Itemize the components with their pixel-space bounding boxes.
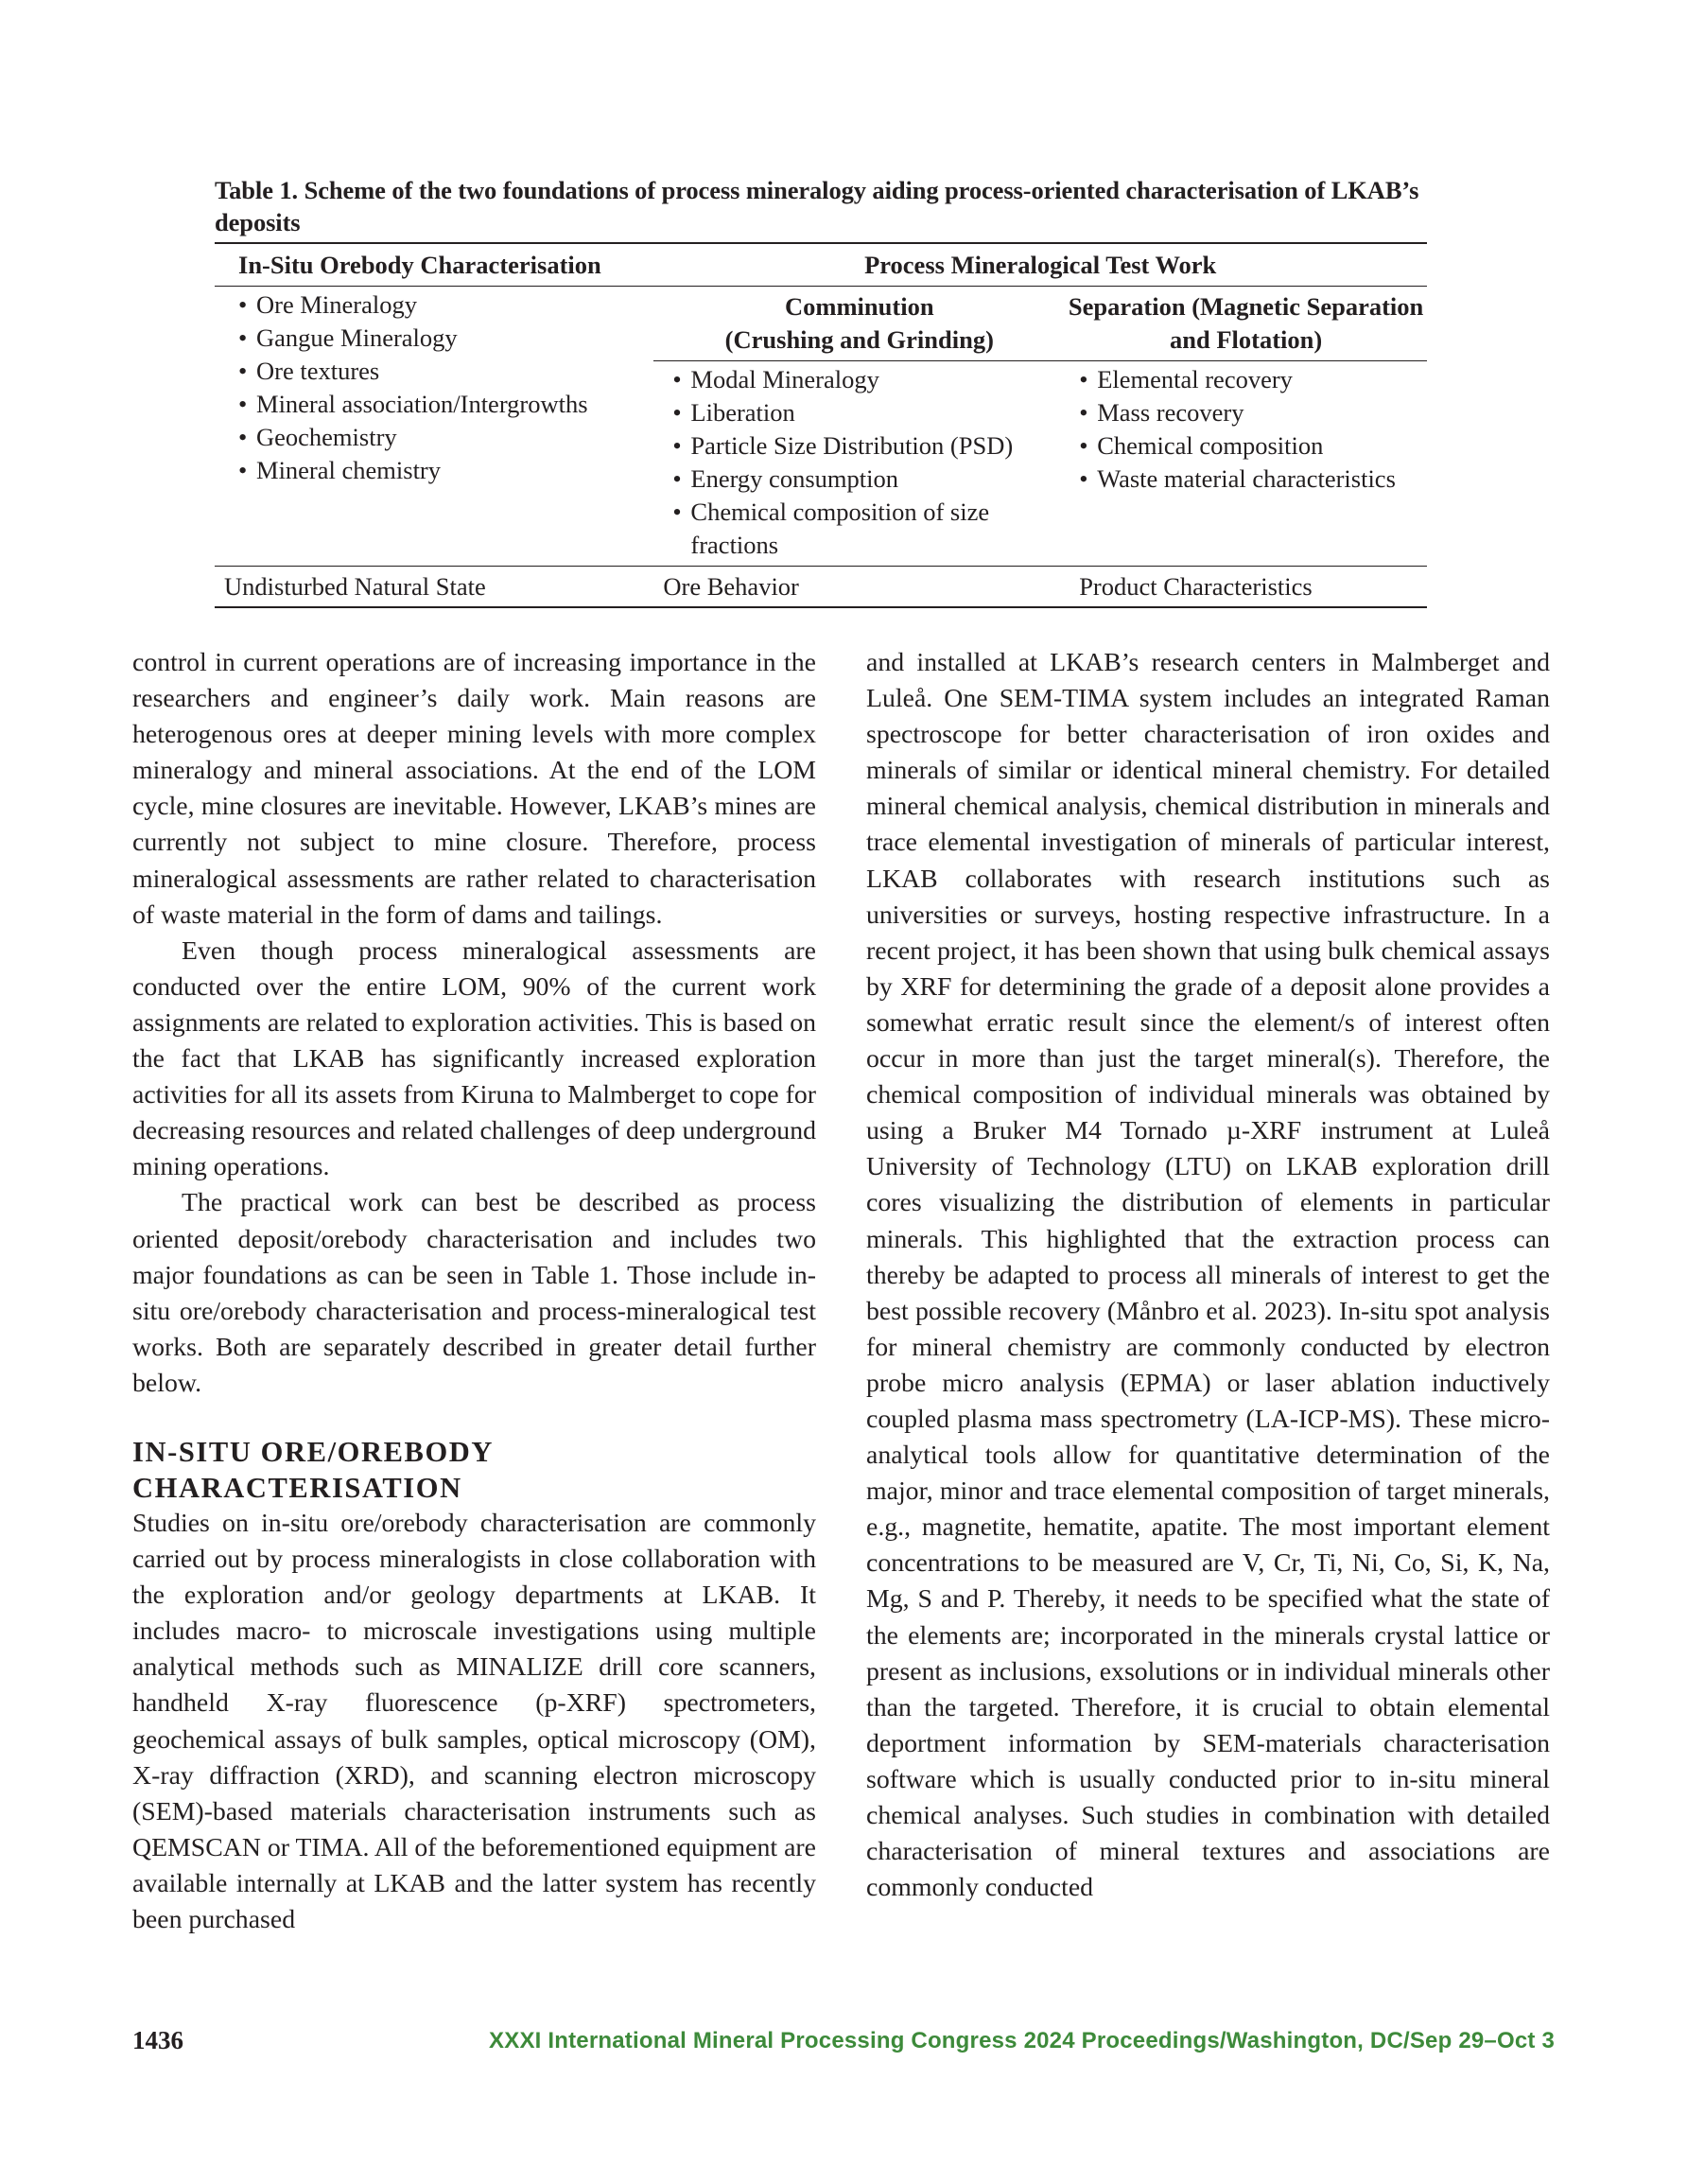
section-heading: IN-SITU ORE/OREBODY CHARACTERISATION	[132, 1435, 493, 1504]
header-test-work: Process Mineralogical Test Work	[864, 250, 1217, 279]
paragraph: Even though process mineralogical assessments are conducted over the entire LOM, 90% of the current work assignments are related to exploration activities. This is based on the fact that LKAB has significantly increased exploration activities for all its assets from Kiruna to Malmberget to cope for decreasing resources and related challenges of deep underground mining operations.	[132, 935, 816, 1182]
page-number: 1436	[132, 2026, 183, 2054]
subheader-separation	[1065, 287, 1427, 361]
insitu-item: • Mineral chemistry	[238, 454, 653, 487]
running-footer: XXXI International Mineral Processing Congress 2024 Proceedings/Washington, DC/Sep 29–Oct 3	[489, 2028, 1555, 2053]
header-insitu: In-Situ Orebody Characterisation	[238, 250, 601, 279]
separation-item: • Mass recovery	[1079, 396, 1427, 429]
insitu-item: • Ore Mineralogy	[238, 288, 653, 322]
paragraph: control in current operations are of increasing importance in the researchers and engineer’s daily work. Main reasons are heterogenous ores at deeper mining levels with more complex mineralogy and mineral associations. At the end of the LOM cycle, mine closures are inevitable. However, LKAB’s mines are currently not subject to mine closure. Therefore, process mineralogical assessments are rather related to characterisation of waste material in the form of dams and tailings.	[132, 648, 816, 930]
comminution-list-cell	[653, 361, 1065, 567]
insitu-item: • Gangue Mineralogy	[238, 322, 653, 355]
insitu-item: • Mineral association/Intergrowths	[238, 388, 653, 421]
paragraph: The practical work can best be described as process oriented deposit/orebody characterisation and includes two major foundations as can be seen in Table 1. Those include in-situ ore/orebody characterisation and process-mineralogical test works. Both are separately described in greater detail further below.	[132, 1188, 816, 1398]
separation-line-2: and Flotation)	[1169, 325, 1323, 354]
separation-item: • Chemical composition	[1079, 429, 1427, 463]
table-caption: Table 1. Scheme of the two foundations of process mineralogy aiding process-oriented characterisation of LKAB’s deposits	[215, 176, 1419, 236]
separation-item: • Waste material characteristics	[1079, 463, 1427, 496]
footer-product-characteristics: Product Characteristics	[1065, 567, 1427, 608]
comminution-line-2: (Crushing and Grinding)	[724, 325, 994, 354]
right-column	[866, 645, 1550, 1906]
insitu-item: • Geochemistry	[238, 421, 653, 454]
comminution-item: • Modal Mineralogy	[672, 363, 1065, 396]
paragraph: Studies on in-situ ore/orebody characterisation are commonly carried out by process mineralogists in close collaboration with the exploration and/or geology departments at LKAB. It includes macro- to microscale investigations using multiple analytical methods such as MINALIZE drill core scanners, handheld X-ray fluorescence (p-XRF) spectrometers, geochemical assays of bulk samples, optical microscopy (OM), X-ray diffraction (XRD), and scanning electron microscopy (SEM)-based materials characterisation instruments such as QEMSCAN or TIMA. All of the beforementioned equipment are available internally at LKAB and the latter system has recently been purchased	[132, 1508, 816, 1934]
insitu-item: • Ore textures	[238, 355, 653, 388]
paragraph: and installed at LKAB’s research centers in Malmberget and Luleå. One SEM-TIMA system includes an integrated Raman spectroscope for better characterisation of iron oxides and minerals of similar or identical mineral chemistry. For detailed mineral chemical analysis, chemical distribution in minerals and trace elemental investigation of minerals of particular interest, LKAB collaborates with research institutions such as universities or surveys, hosting respective infrastructure. In a recent project, it has been shown that using bulk chemical assays by XRF for determining the grade of a deposit alone provides a somewhat erratic result since the element/s of interest often occur in more than just the target mineral(s). Therefore, the chemical composition of individual minerals was obtained by using a Bruker M4 Tornado µ-XRF instrument at Luleå University of Technology (LTU) on LKAB exploration drill cores visualizing the distribution of elements in particular minerals. This highlighted that the extraction process can thereby be adapted to process all minerals of interest to get the best possible recovery (Månbro et al. 2023). In-situ spot analysis for mineral chemistry are commonly conducted by electron probe micro analysis (EPMA) or laser ablation inductively coupled plasma mass spectrometry (LA-ICP-MS). These micro-analytical tools allow for quantitative determination of the major, minor and trace elemental composition of target minerals, e.g., magnetite, hematite, apatite. The most important element concentrations to be measured are V, Cr, Ti, Ni, Co, Si, K, Na, Mg, S and P. Thereby, it needs to be specified what the state of the elements are; incorporated in the minerals crystal lattice or present as inclusions, exsolutions or in individual minerals other than the targeted. Therefore, it is crucial to obtain elemental deportment information by SEM-materials characterisation software which is usually conducted prior to in-situ mineral chemical analyses. Such studies in combination with detailed characterisation of mineral textures and associations are commonly conducted	[866, 648, 1550, 1903]
separation-list	[1079, 363, 1427, 496]
separation-item: • Elemental recovery	[1079, 363, 1427, 396]
footer-ore-behavior: Ore Behavior	[653, 567, 1065, 608]
separation-list-cell	[1065, 361, 1427, 567]
comminution-line-1: Comminution	[785, 292, 934, 321]
table-1	[215, 174, 1427, 608]
comminution-item: • Energy consumption	[672, 463, 1065, 496]
insitu-list	[238, 288, 653, 487]
process-mineralogy-table	[215, 242, 1427, 608]
subheader-comminution	[653, 287, 1065, 361]
left-column	[132, 645, 816, 1938]
separation-line-1: Separation (Magnetic Separation	[1068, 292, 1424, 321]
comminution-item: • Particle Size Distribution (PSD)	[672, 429, 1065, 463]
comminution-list	[672, 363, 1065, 562]
insitu-list-cell	[215, 287, 653, 567]
comminution-item: • Liberation	[672, 396, 1065, 429]
footer-natural-state: Undisturbed Natural State	[215, 567, 653, 608]
comminution-item: • Chemical composition of size fractions	[672, 496, 1065, 562]
